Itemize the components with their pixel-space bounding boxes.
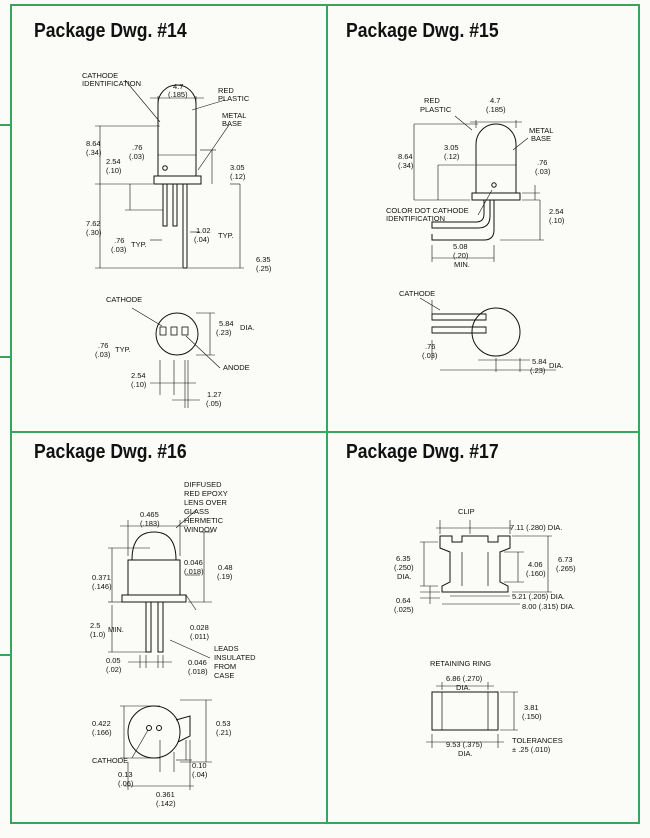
label: RED — [424, 96, 440, 105]
label: .76 — [537, 158, 548, 167]
label: 0.48 — [218, 563, 233, 572]
label: CATHODE — [106, 295, 143, 304]
label: 6.35 — [396, 554, 411, 563]
label: (.018) — [184, 567, 204, 576]
label: LEADS — [214, 644, 239, 653]
label: 8.64 — [398, 152, 413, 161]
label: (.142) — [156, 799, 176, 808]
panel-15-title: Package Dwg. #15 — [346, 20, 499, 42]
label: (.03) — [535, 167, 551, 176]
label: DIA. — [549, 361, 564, 370]
label: .76 — [425, 342, 436, 351]
label: (.12) — [444, 152, 460, 161]
label: 2.5 — [90, 621, 101, 630]
label: (.23) — [216, 328, 232, 337]
label: (.166) — [92, 728, 112, 737]
label: (.018) — [188, 667, 208, 676]
label: (.011) — [190, 632, 210, 641]
label: (.06) — [118, 779, 134, 788]
label: .76 — [114, 236, 125, 245]
label: 5.84 — [532, 357, 547, 366]
label: MIN. — [454, 260, 470, 269]
label: DIFFUSED — [184, 480, 222, 489]
label: (.03) — [129, 152, 145, 161]
label: 3.81 — [524, 703, 539, 712]
label: (.34) — [398, 161, 414, 170]
label: 4.7 — [490, 96, 501, 105]
label: DIA. — [240, 323, 255, 332]
label: (.150) — [522, 712, 542, 721]
label: ± .25 (.010) — [512, 745, 551, 754]
label: (.03) — [111, 245, 127, 254]
label: 5.21 (.205) DIA. — [512, 592, 565, 601]
label: METAL — [222, 111, 247, 120]
label: CLIP — [458, 507, 475, 516]
label: .76 — [132, 143, 143, 152]
clip-outline — [440, 536, 510, 592]
label: 0.361 — [156, 790, 175, 799]
panel-16-title: Package Dwg. #16 — [34, 441, 187, 463]
label: 5.08 — [453, 242, 468, 251]
label: 6.86 (.270) — [446, 674, 483, 683]
label: INSULATED — [214, 653, 256, 662]
label: 8.00 (.315) DIA. — [522, 602, 575, 611]
label: CASE — [214, 671, 235, 680]
label: 0.10 — [192, 761, 207, 770]
label: 2.54 — [549, 207, 564, 216]
label: (.10) — [549, 216, 565, 225]
label: WINDOW — [184, 525, 217, 534]
label: (.05) — [206, 399, 222, 408]
label: (.160) — [526, 569, 546, 578]
label: 4.7 — [173, 82, 184, 91]
label: IDENTIFICATION — [386, 214, 446, 223]
label: DIA. — [397, 572, 412, 581]
label: 2.54 — [106, 157, 121, 166]
label: (.146) — [92, 582, 112, 591]
label: 0.53 — [216, 719, 231, 728]
label: (.185) — [486, 105, 506, 114]
label: (.12) — [230, 172, 246, 181]
label: BASE — [222, 119, 243, 128]
label: 0.371 — [92, 573, 111, 582]
label: BASE — [531, 134, 552, 143]
panel-14-title: Package Dwg. #14 — [34, 20, 187, 42]
label: 1.02 — [196, 226, 211, 235]
label: TOLERANCES — [512, 736, 563, 745]
label: 0.05 — [106, 656, 121, 665]
label: (.34) — [86, 148, 102, 157]
label: (.10) — [106, 166, 122, 175]
label: ANODE — [223, 363, 250, 372]
label: CATHODE — [92, 756, 129, 765]
label: 0.046 — [184, 558, 203, 567]
label: RED EPOXY — [184, 489, 228, 498]
label: (.19) — [217, 572, 233, 581]
label: (.04) — [192, 770, 208, 779]
label: 0.028 — [190, 623, 209, 632]
label: FROM — [214, 662, 237, 671]
label: 3.05 — [444, 143, 459, 152]
label: (.02) — [106, 665, 122, 674]
label: .76 — [98, 341, 109, 350]
label: 7.11 (.280) DIA. — [510, 523, 563, 532]
label: DIA. — [456, 683, 471, 692]
label: (.25) — [256, 264, 272, 273]
label: 0.13 — [118, 770, 133, 779]
label: (.025) — [394, 605, 414, 614]
label: MIN. — [108, 625, 124, 634]
label: TYP. — [115, 345, 131, 354]
label: (.04) — [194, 235, 210, 244]
label: HERMETIC — [184, 516, 224, 525]
label: TYP. — [218, 231, 234, 240]
label: 2.54 — [131, 371, 146, 380]
label: (.183) — [140, 519, 160, 528]
label: 0.046 — [188, 658, 207, 667]
label: 1.27 — [207, 390, 222, 399]
label: CATHODE — [82, 71, 119, 80]
label: (.21) — [216, 728, 232, 737]
label: (.23) — [530, 366, 546, 375]
label: 0.422 — [92, 719, 111, 728]
label: IDENTIFICATION — [82, 79, 142, 88]
label: RETAINING RING — [430, 659, 492, 668]
label: LENS OVER — [184, 498, 227, 507]
label: (.10) — [131, 380, 147, 389]
label: RED — [218, 86, 234, 95]
label: (.03) — [422, 351, 438, 360]
label: 6.73 — [558, 555, 573, 564]
label: CATHODE — [399, 289, 436, 298]
label: COLOR DOT CATHODE — [386, 206, 469, 215]
label: 7.62 — [86, 219, 101, 228]
label: PLASTIC — [420, 105, 452, 114]
label: 4.06 — [528, 560, 543, 569]
label: 9.53 (.375) — [446, 740, 483, 749]
label: (.20) — [453, 251, 469, 260]
label: 6.35 — [256, 255, 271, 264]
panel-17-title: Package Dwg. #17 — [346, 441, 499, 463]
label: (.250) — [394, 563, 414, 572]
label: TYP. — [131, 240, 147, 249]
label: METAL — [529, 126, 554, 135]
label: (.30) — [86, 228, 102, 237]
label: (1.0) — [90, 630, 106, 639]
label: PLASTIC — [218, 94, 250, 103]
label: DIA. — [458, 749, 473, 758]
label: 0.465 — [140, 510, 159, 519]
label: 5.84 — [219, 319, 234, 328]
label: (.03) — [95, 350, 111, 359]
label: 3.05 — [230, 163, 245, 172]
label: 0.64 — [396, 596, 411, 605]
label: (.265) — [556, 564, 576, 573]
label: GLASS — [184, 507, 210, 516]
label: (.185) — [168, 90, 188, 99]
label: 8.64 — [86, 139, 101, 148]
